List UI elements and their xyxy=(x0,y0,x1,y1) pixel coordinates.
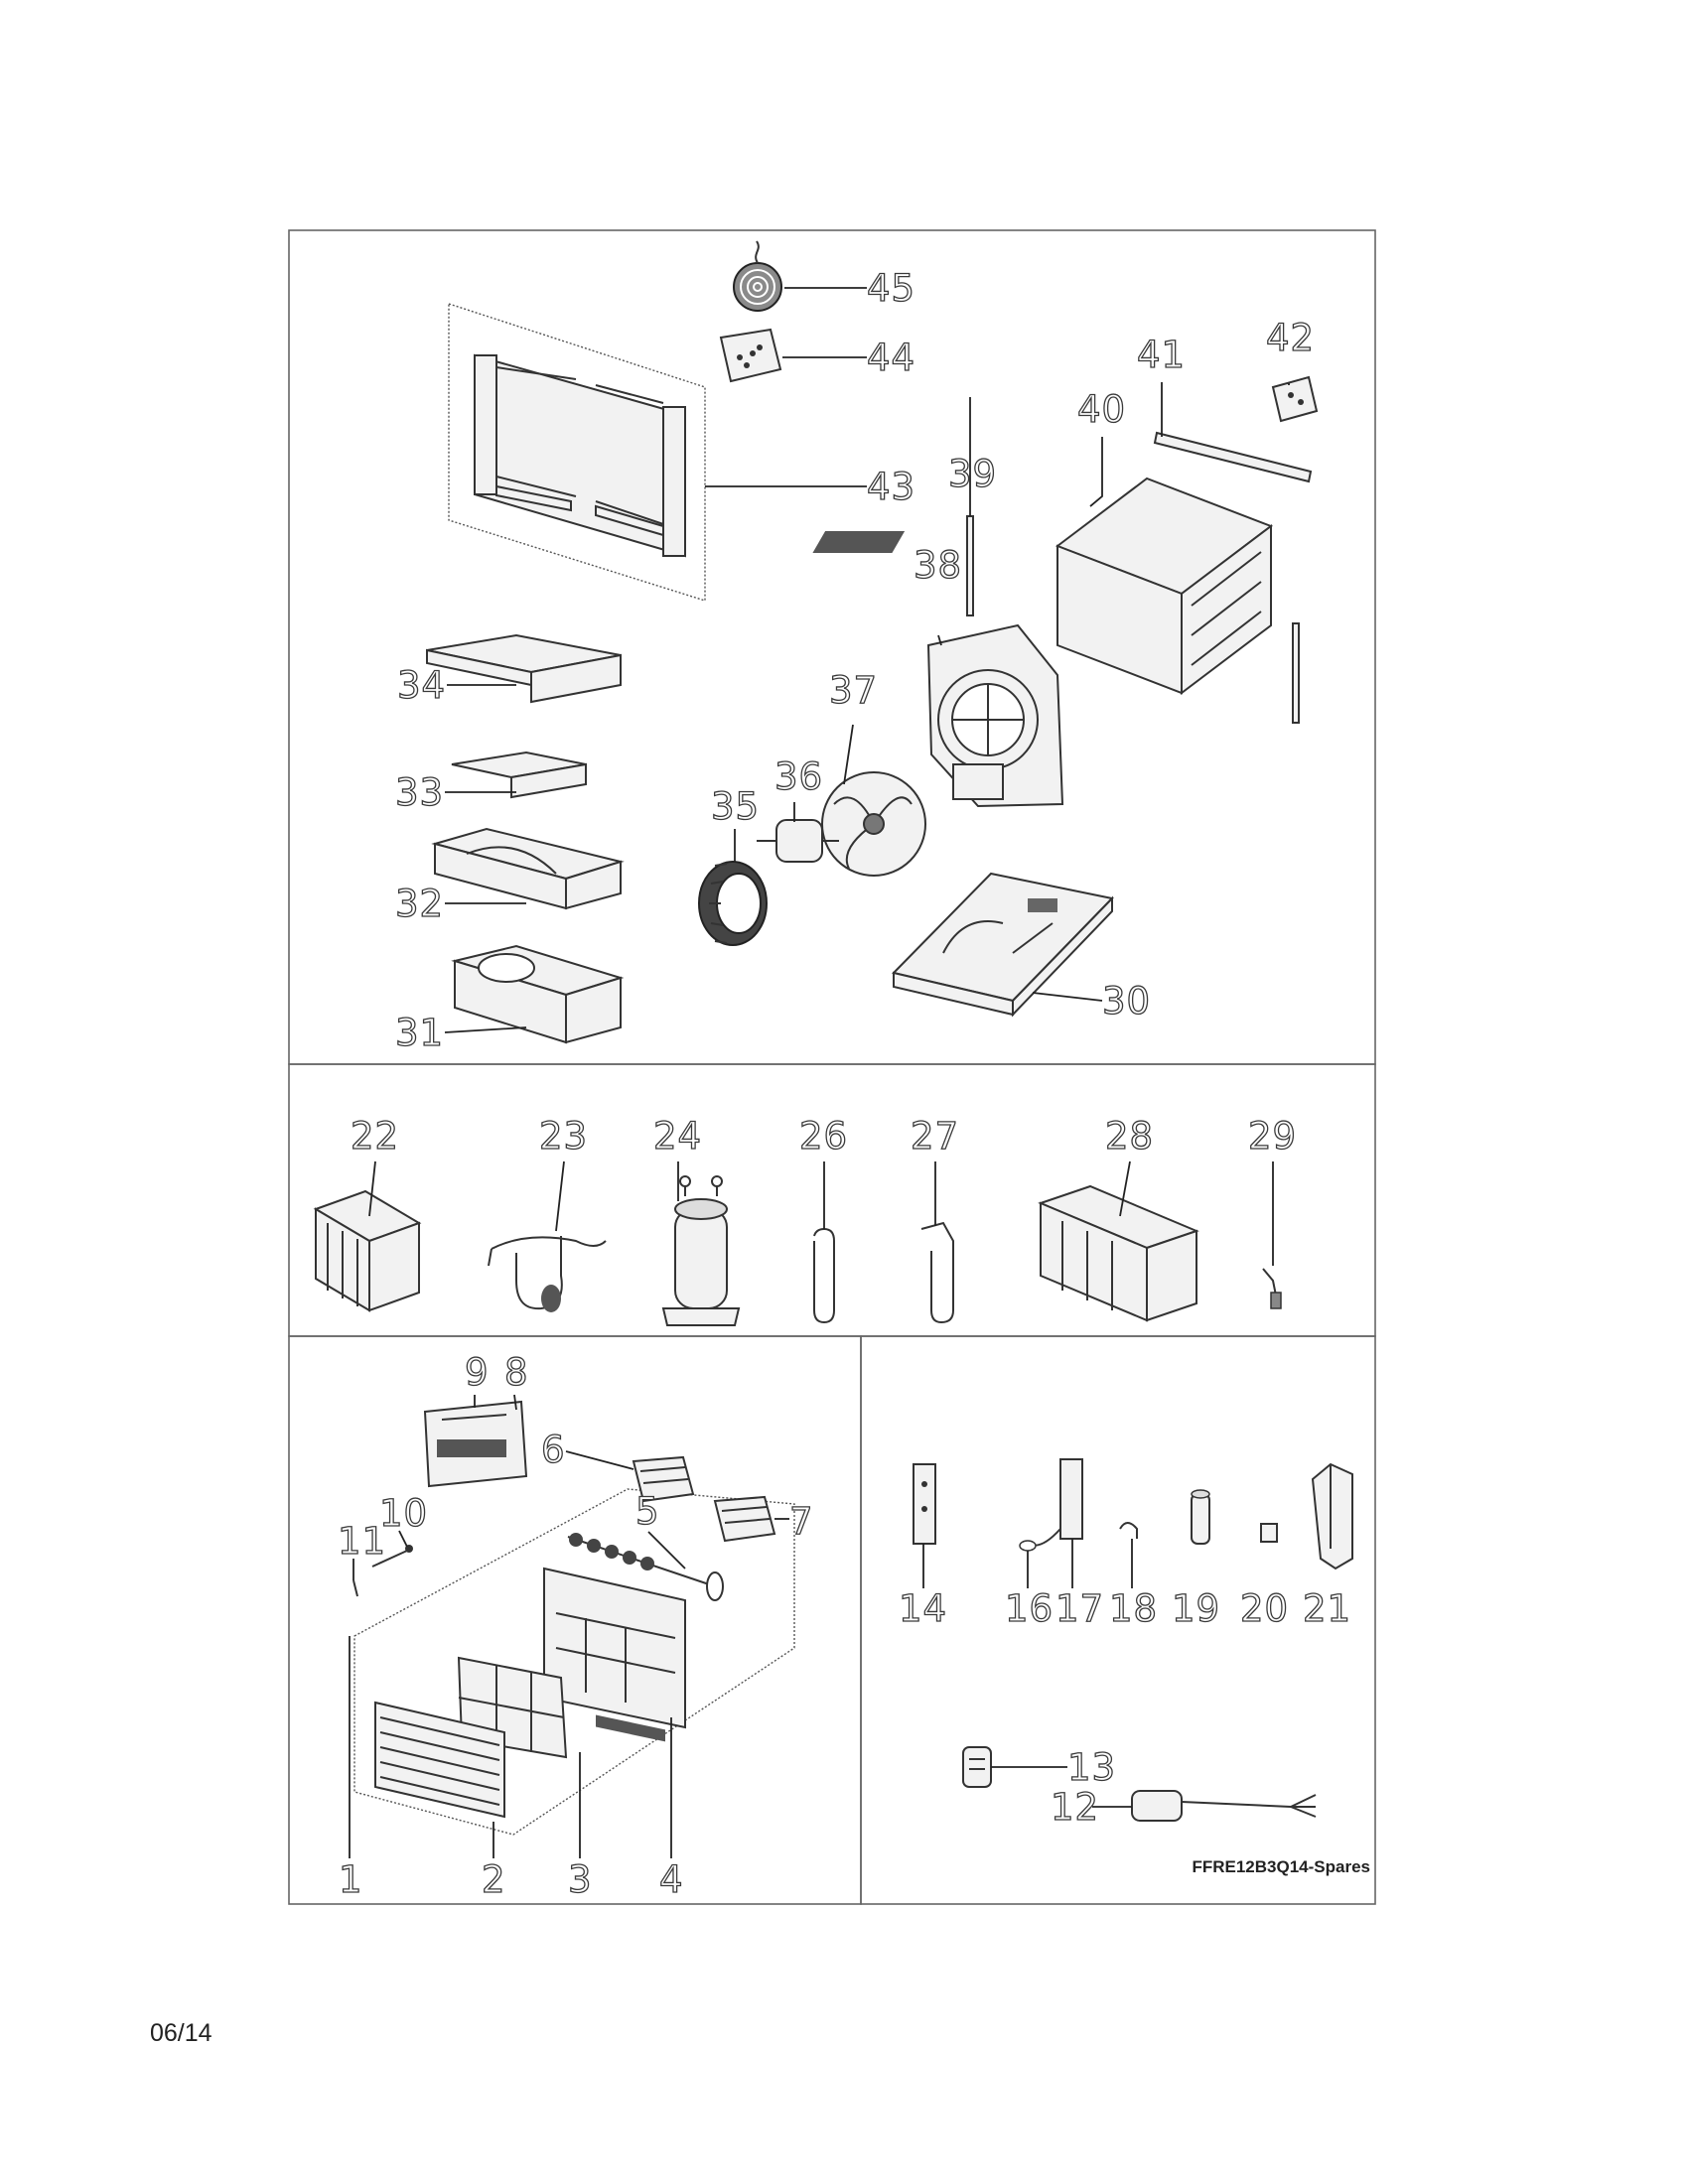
callout-30: 30 xyxy=(1102,980,1152,1023)
callout-26: 26 xyxy=(799,1115,849,1158)
callout-44: 44 xyxy=(867,337,916,379)
callout-8: 8 xyxy=(504,1351,529,1394)
part-26-drawing xyxy=(814,1229,834,1322)
callout-45: 45 xyxy=(867,267,916,310)
callout-31: 31 xyxy=(395,1012,445,1054)
callout-29: 29 xyxy=(1248,1115,1298,1158)
part-41-drawing xyxy=(1155,433,1311,481)
part-44-drawing xyxy=(721,330,780,381)
part-20-drawing xyxy=(1261,1524,1277,1542)
callout-35: 35 xyxy=(711,785,761,828)
part-4-drawing xyxy=(544,1569,685,1741)
section-frames xyxy=(289,230,1375,1904)
part-27-drawing xyxy=(921,1223,953,1322)
part-22-drawing xyxy=(316,1191,419,1310)
part-7-drawing xyxy=(715,1497,774,1541)
part-24-drawing xyxy=(663,1176,739,1325)
cabinet-side-strip-drawing xyxy=(1293,623,1299,723)
part-16-17-drawing xyxy=(1020,1459,1082,1551)
part-18-drawing xyxy=(1120,1523,1137,1539)
date-code-label: 06/14 xyxy=(150,2019,212,2047)
callout-23: 23 xyxy=(539,1115,589,1158)
part-31-drawing xyxy=(455,946,621,1042)
spares-code-label: FFRE12B3Q14-Spares xyxy=(1192,1857,1370,1876)
part-32-drawing xyxy=(435,829,621,908)
callout-19: 19 xyxy=(1172,1587,1221,1630)
callout-16: 16 xyxy=(1005,1587,1055,1630)
part-8-9-drawing xyxy=(425,1402,526,1486)
callout-41: 41 xyxy=(1137,334,1187,376)
callout-6: 6 xyxy=(541,1429,566,1471)
callout-5: 5 xyxy=(635,1490,660,1533)
callout-18: 18 xyxy=(1109,1587,1159,1630)
callout-9: 9 xyxy=(465,1351,490,1394)
callout-40: 40 xyxy=(1077,388,1127,431)
callout-1: 1 xyxy=(339,1858,363,1901)
callout-22: 22 xyxy=(351,1115,400,1158)
callout-34: 34 xyxy=(397,664,447,707)
callout-21: 21 xyxy=(1303,1587,1352,1630)
callout-14: 14 xyxy=(899,1587,948,1630)
callout-12: 12 xyxy=(1051,1786,1100,1829)
part-38-drawing xyxy=(928,625,1062,806)
callout-3: 3 xyxy=(568,1858,593,1901)
callout-32: 32 xyxy=(395,883,445,925)
callout-33: 33 xyxy=(395,771,445,814)
callout-38: 38 xyxy=(914,544,963,587)
callout-10: 10 xyxy=(379,1492,429,1535)
part-21-drawing xyxy=(1313,1464,1352,1569)
callout-7: 7 xyxy=(789,1500,814,1543)
callout-13: 13 xyxy=(1067,1746,1117,1789)
callout-11: 11 xyxy=(338,1520,387,1563)
part-14-drawing xyxy=(914,1464,935,1544)
callout-24: 24 xyxy=(653,1115,703,1158)
part-39-drawing xyxy=(967,516,973,615)
part-28-drawing xyxy=(1041,1186,1196,1320)
part-35-drawing xyxy=(699,862,767,945)
part-43-drawing xyxy=(449,304,705,601)
part-30-drawing xyxy=(894,874,1112,1015)
part-42-drawing xyxy=(1273,377,1317,421)
part-29-drawing xyxy=(1263,1269,1281,1308)
part-12-drawing xyxy=(1132,1791,1316,1821)
callout-4: 4 xyxy=(659,1858,684,1901)
part-34-drawing xyxy=(427,635,621,702)
callout-2: 2 xyxy=(482,1858,506,1901)
part-45-drawing xyxy=(734,241,781,311)
callout-27: 27 xyxy=(911,1115,960,1158)
callout-17: 17 xyxy=(1055,1587,1105,1630)
part-19-drawing xyxy=(1192,1490,1209,1544)
part-37-drawing xyxy=(822,772,925,876)
part-13-drawing xyxy=(963,1747,991,1787)
callout-39: 39 xyxy=(948,453,998,495)
callout-42: 42 xyxy=(1266,317,1316,359)
callout-37: 37 xyxy=(829,669,879,712)
callout-28: 28 xyxy=(1105,1115,1155,1158)
part-23-drawing xyxy=(489,1236,606,1312)
callout-36: 36 xyxy=(774,755,824,798)
refrigeration-section-frame xyxy=(289,1064,1375,1336)
part-33-drawing xyxy=(452,752,586,797)
callout-20: 20 xyxy=(1240,1587,1290,1630)
callout-43: 43 xyxy=(867,466,916,508)
